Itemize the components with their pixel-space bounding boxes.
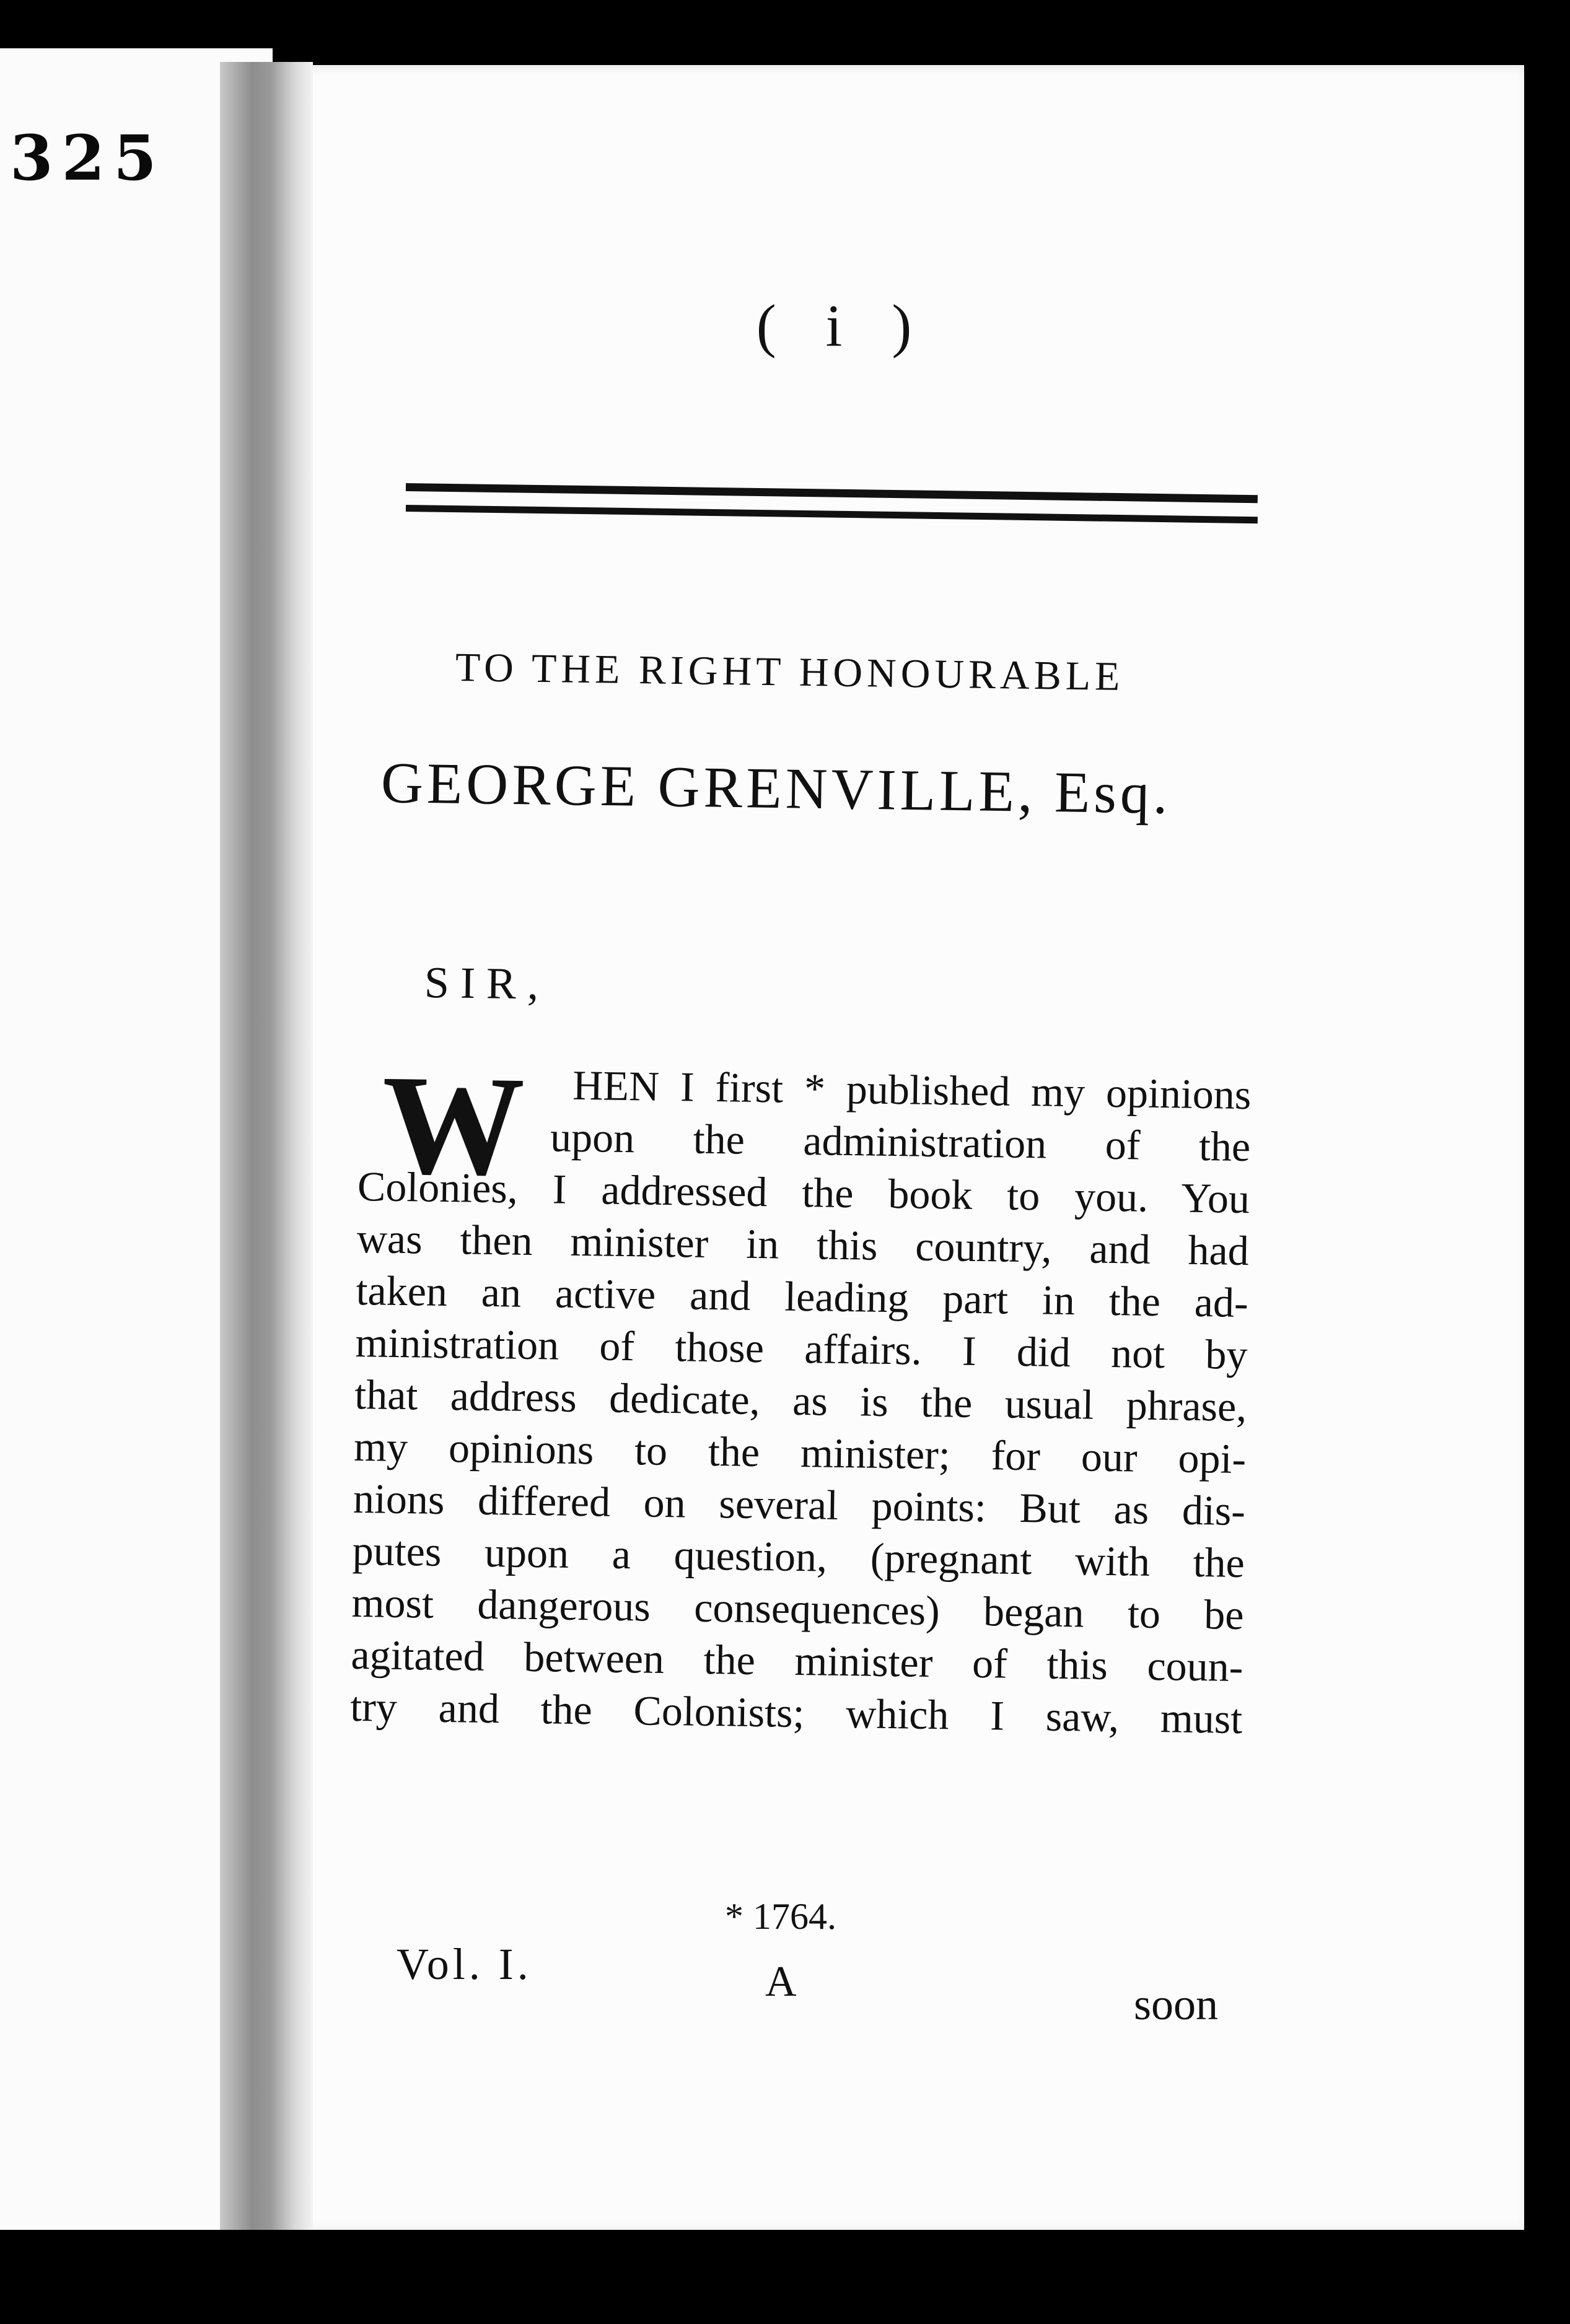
addressee-name: GEORGE GRENVILLE, Esq. (380, 751, 1172, 826)
signature-mark: A (765, 1958, 797, 2006)
drop-cap: W (380, 1045, 526, 1205)
volume-mark: Vol. I. (397, 1939, 532, 1989)
page-edge-shadow (1524, 74, 1570, 2230)
text-line: my opinions to the minister; for our opi- (353, 1422, 1247, 1483)
footnote: * 1764. (725, 1896, 836, 1937)
text-line: nions differed on several points: But as dis- (353, 1474, 1246, 1535)
text-line: Colonies, I addressed the book to you. You (357, 1162, 1250, 1223)
catchword: soon (1134, 1980, 1219, 2029)
binding-gutter (220, 62, 313, 2230)
text-line: putes upon a question, (pregnant with the (352, 1526, 1245, 1587)
shelf-number: 325 (10, 121, 165, 194)
text-line: upon the administration of the (550, 1113, 1251, 1171)
text-line: taken an active and leading part in the ad- (356, 1266, 1249, 1327)
text-line: try and the Colonists; which I saw, must (349, 1682, 1243, 1742)
text-line: ministration of those affairs. I did not by (355, 1318, 1248, 1379)
text-line: that address dedicate, as is the usual phrase, (354, 1370, 1247, 1431)
dedication-heading: TO THE RIGHT HONOURABLE (455, 645, 1125, 700)
page-number: ( i ) (756, 292, 929, 359)
text-line: HEN I first * published my opinions (572, 1061, 1252, 1119)
scan-bottom-border (0, 2230, 1570, 2324)
salutation: SIR, (424, 958, 550, 1009)
text-line: agitated between the minister of this coun- (350, 1630, 1243, 1691)
text-line: most dangerous consequences) began to be (351, 1578, 1245, 1639)
text-line: was then minister in this country, and had (356, 1214, 1250, 1275)
